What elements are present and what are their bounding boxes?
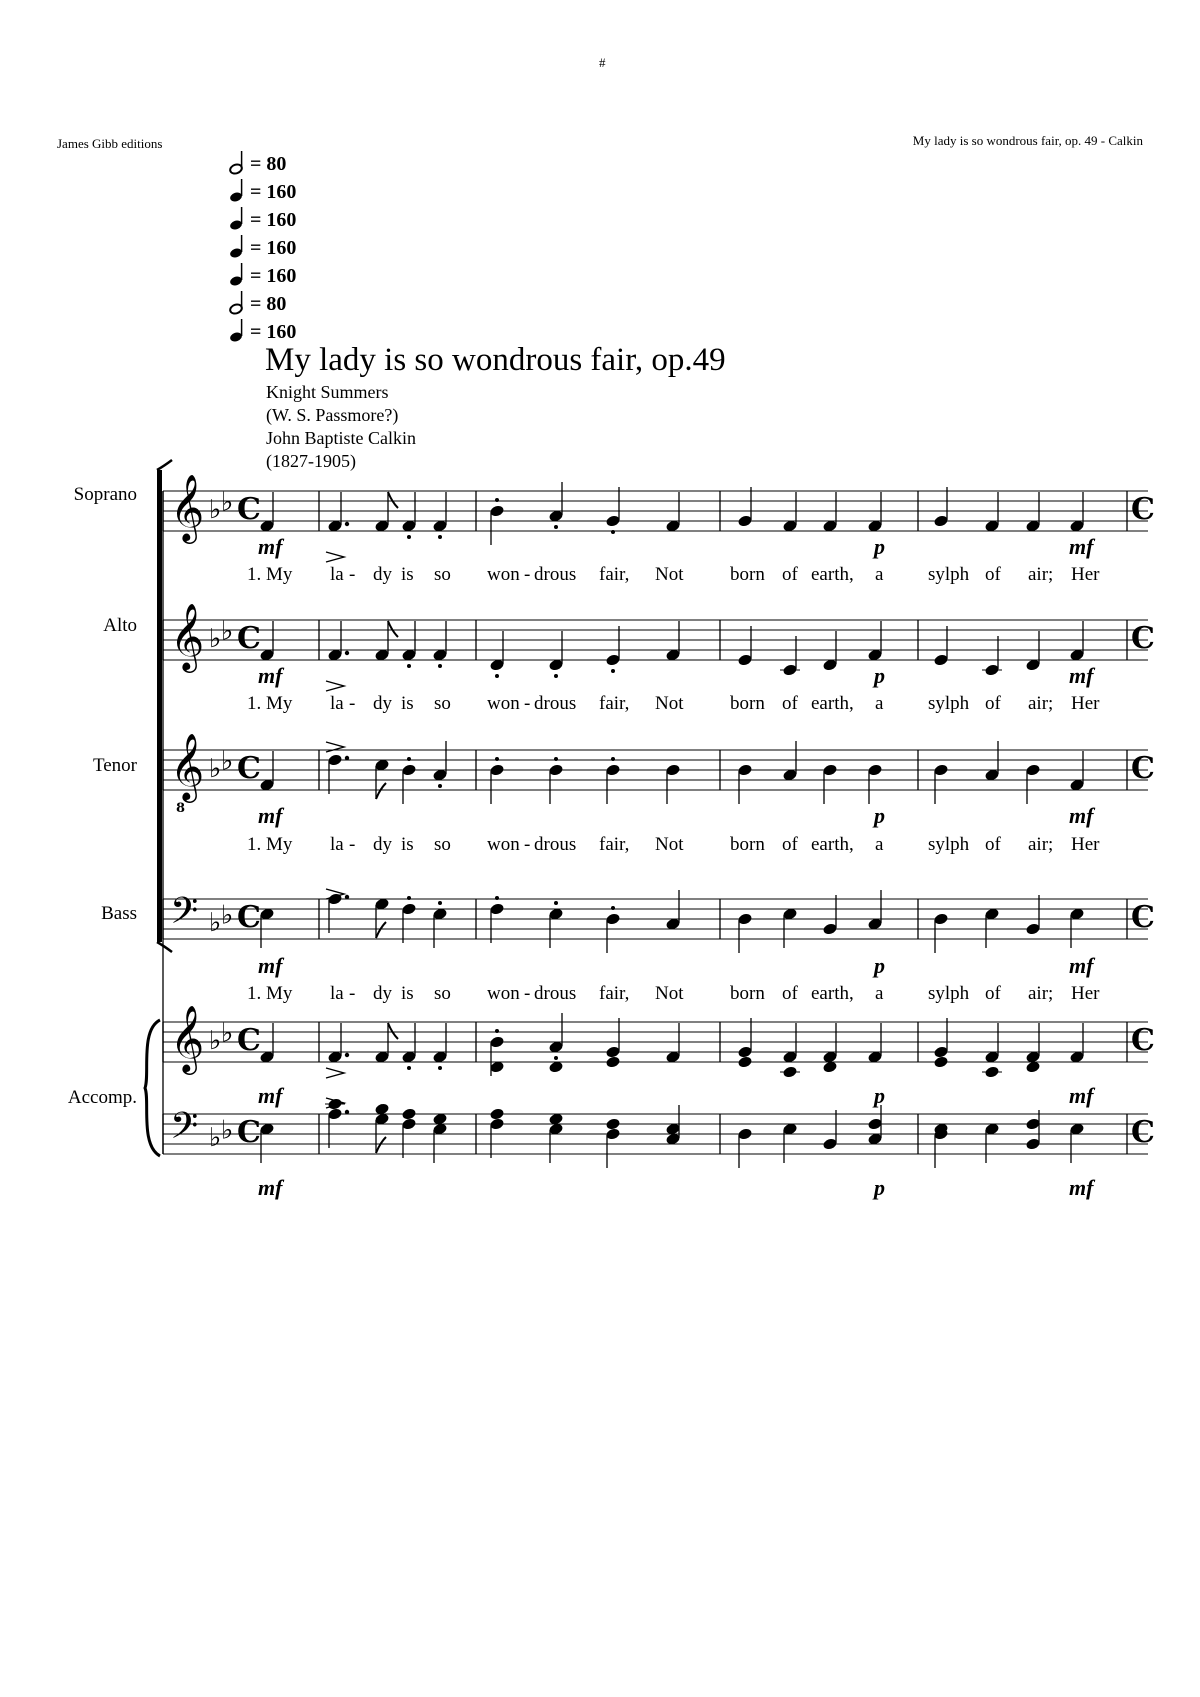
- staccato-dot: [438, 535, 442, 539]
- dynamic-mf: mf: [1069, 953, 1094, 978]
- staccato-dot: [495, 674, 499, 678]
- common-time-icon: C: [1131, 621, 1155, 656]
- lyric-syllable: of: [985, 983, 1001, 1004]
- lyric-syllable: air;: [1028, 564, 1054, 585]
- augmentation-dot: [345, 1110, 349, 1114]
- lyric-syllable: is: [401, 834, 414, 855]
- lyric-syllable: is: [401, 564, 414, 585]
- lyric-syllable: born: [730, 834, 765, 855]
- lyric-syllable: of: [782, 693, 798, 714]
- staccato-dot: [407, 757, 411, 761]
- staccato-dot: [554, 525, 558, 529]
- lyric-syllable: of: [782, 834, 798, 855]
- note-head: [401, 1107, 417, 1121]
- lyric-syllable: 1. My: [247, 693, 293, 714]
- common-time-icon: C: [1131, 1023, 1155, 1058]
- dynamic-p: p: [874, 953, 885, 978]
- note-flag: [388, 621, 398, 637]
- lyric-syllable: born: [730, 564, 765, 585]
- flat-icon: ♭: [209, 754, 222, 784]
- flat-icon: ♭: [209, 495, 222, 525]
- note-flag: [388, 1023, 398, 1039]
- lyric-hyphen: -: [349, 564, 356, 585]
- flat-icon: ♭: [209, 908, 222, 938]
- instrument-alto: Alto: [103, 615, 137, 636]
- choir-bracket: [157, 942, 172, 952]
- common-time-icon: C: [1131, 1115, 1155, 1150]
- page-marker: #: [599, 55, 606, 70]
- header-left: James Gibb editions: [57, 136, 163, 151]
- instrument-accompaniment: Accomp.: [67, 1087, 137, 1108]
- staccato-dot: [407, 664, 411, 668]
- flat-icon: ♭: [209, 1123, 222, 1153]
- lyric-syllable: dy: [373, 834, 392, 855]
- lyric-syllable: fair,: [599, 834, 630, 855]
- lyric-syllable: is: [401, 983, 414, 1004]
- lyric-syllable: so: [434, 834, 451, 855]
- tempo-mark: = 80: [228, 290, 286, 316]
- lyric-syllable: la: [330, 693, 344, 714]
- note-head: [605, 1055, 621, 1069]
- lyric-syllable: so: [434, 693, 451, 714]
- flat-icon: ♭: [221, 746, 234, 777]
- lyric-syllable: of: [782, 564, 798, 585]
- dynamic-mf: mf: [258, 803, 283, 828]
- lyric-syllable: la: [330, 834, 344, 855]
- lyric-syllable: is: [401, 693, 414, 714]
- lyric-syllable: a: [875, 693, 884, 714]
- flat-icon: ♭: [221, 900, 234, 931]
- augmentation-dot: [345, 756, 349, 760]
- staccato-dot: [407, 535, 411, 539]
- lyric-syllable: of: [782, 983, 798, 1004]
- flat-icon: ♭: [221, 1018, 234, 1049]
- dynamic-mf: mf: [1069, 803, 1094, 828]
- lyric-syllable: sylph: [928, 834, 970, 855]
- common-time-icon: C: [1131, 751, 1155, 786]
- staccato-dot: [495, 498, 499, 502]
- flat-icon: ♭: [221, 487, 234, 518]
- lyric-syllable: drous: [534, 983, 577, 1004]
- staccato-dot: [438, 784, 442, 788]
- staccato-dot: [438, 664, 442, 668]
- staccato-dot: [554, 757, 558, 761]
- treble-clef-icon: 𝄞: [170, 732, 205, 800]
- lyric-syllable: sylph: [928, 564, 970, 585]
- lyric-syllable: a: [875, 564, 884, 585]
- lyric-syllable: won: [487, 564, 520, 585]
- dynamic-p: p: [874, 803, 885, 828]
- note-head: [489, 1107, 505, 1121]
- tenor-octave-marker: 8: [176, 801, 186, 816]
- lyric-syllable: earth,: [811, 693, 854, 714]
- lyric-syllable: earth,: [811, 834, 854, 855]
- treble-clef-icon: 𝄞: [170, 602, 205, 670]
- note-flag: [376, 1137, 386, 1153]
- staccato-dot: [554, 674, 558, 678]
- lyric-syllable: 1. My: [247, 983, 293, 1004]
- tempo-mark: = 160: [228, 206, 296, 232]
- lyric-syllable: la: [330, 564, 344, 585]
- note-head: [737, 1055, 753, 1069]
- lyric-syllable: air;: [1028, 693, 1054, 714]
- augmentation-dot: [345, 1053, 349, 1057]
- lyric-hyphen: -: [524, 564, 531, 585]
- staccato-dot: [438, 1066, 442, 1070]
- lyric-syllable: la: [330, 983, 344, 1004]
- lyric-syllable: so: [434, 564, 451, 585]
- lyric-syllable: Not: [655, 564, 684, 585]
- note-flag: [388, 492, 398, 508]
- augmentation-dot: [345, 895, 349, 899]
- lyricist-credit: Knight Summers: [266, 382, 389, 402]
- dynamic-mf: mf: [258, 1175, 283, 1200]
- choir-bracket: [157, 470, 162, 942]
- accent-mark: [326, 1068, 344, 1078]
- common-time-icon: C: [1131, 900, 1155, 935]
- staccato-dot: [407, 896, 411, 900]
- staccato-dot: [554, 1056, 558, 1060]
- note-head: [933, 1055, 949, 1069]
- choir-bracket: [157, 460, 172, 470]
- common-time-icon: C: [237, 1023, 261, 1058]
- staccato-dot: [611, 906, 615, 910]
- lyric-syllable: air;: [1028, 834, 1054, 855]
- lyric-syllable: fair,: [599, 983, 630, 1004]
- dynamic-p: p: [874, 663, 885, 688]
- lyric-syllable: born: [730, 983, 765, 1004]
- dynamic-mf: mf: [258, 663, 283, 688]
- staccato-dot: [611, 530, 615, 534]
- dynamic-mf: mf: [1069, 534, 1094, 559]
- treble-clef-icon: 𝄞: [170, 473, 205, 541]
- lyric-syllable: a: [875, 834, 884, 855]
- tempo-mark: = 160: [228, 178, 296, 204]
- dynamic-p: p: [874, 1083, 885, 1108]
- lyric-syllable: born: [730, 693, 765, 714]
- bass-clef-icon: 𝄢: [170, 890, 199, 941]
- lyric-syllable: Her: [1071, 983, 1100, 1004]
- lyric-hyphen: -: [524, 983, 531, 1004]
- flat-icon: ♭: [221, 1115, 234, 1146]
- lyric-syllable: of: [985, 564, 1001, 585]
- lyric-syllable: sylph: [928, 693, 970, 714]
- lyric-syllable: fair,: [599, 564, 630, 585]
- common-time-icon: C: [1131, 492, 1155, 527]
- staccato-dot: [495, 896, 499, 900]
- header-right: My lady is so wondrous fair, op. 49 - Calkin: [912, 133, 1143, 148]
- lyric-syllable: dy: [373, 564, 392, 585]
- staccato-dot: [611, 669, 615, 673]
- lyric-syllable: Not: [655, 983, 684, 1004]
- score-title: My lady is so wondrous fair, op.49: [265, 342, 726, 378]
- lyric-syllable: dy: [373, 983, 392, 1004]
- common-time-icon: C: [237, 751, 261, 786]
- lyric-syllable: drous: [534, 834, 577, 855]
- dynamic-mf: mf: [1069, 1083, 1094, 1108]
- flat-icon: ♭: [209, 1026, 222, 1056]
- accent-mark: [326, 552, 344, 562]
- dynamic-mf: mf: [258, 534, 283, 559]
- lyric-syllable: won: [487, 983, 520, 1004]
- lyricist-alt-credit: (W. S. Passmore?): [266, 405, 399, 425]
- lyric-syllable: 1. My: [247, 564, 293, 585]
- flat-icon: ♭: [209, 624, 222, 654]
- lyric-syllable: 1. My: [247, 834, 293, 855]
- dynamic-mf: mf: [258, 953, 283, 978]
- lyric-syllable: of: [985, 693, 1001, 714]
- common-time-icon: C: [237, 1115, 261, 1150]
- lyric-hyphen: -: [524, 693, 531, 714]
- augmentation-dot: [345, 522, 349, 526]
- lyric-syllable: Not: [655, 834, 684, 855]
- common-time-icon: C: [237, 900, 261, 935]
- lyric-syllable: drous: [534, 693, 577, 714]
- lyric-syllable: so: [434, 983, 451, 1004]
- staccato-dot: [495, 1029, 499, 1033]
- lyric-syllable: Her: [1071, 693, 1100, 714]
- instrument-tenor: Tenor: [92, 755, 137, 776]
- staccato-dot: [438, 901, 442, 905]
- tempo-mark: = 80: [228, 150, 286, 176]
- tempo-mark: = 160: [228, 318, 296, 344]
- lyric-syllable: of: [985, 834, 1001, 855]
- lyric-syllable: sylph: [928, 983, 970, 1004]
- common-time-icon: C: [237, 492, 261, 527]
- note-flag: [376, 922, 386, 938]
- staccato-dot: [495, 757, 499, 761]
- treble-clef-icon: 𝄞: [170, 1004, 205, 1072]
- lyric-hyphen: -: [524, 834, 531, 855]
- staccato-dot: [554, 901, 558, 905]
- tempo-mark: = 160: [228, 234, 296, 260]
- lyric-syllable: drous: [534, 564, 577, 585]
- lyric-syllable: won: [487, 693, 520, 714]
- note-head: [605, 1117, 621, 1131]
- lyric-syllable: a: [875, 983, 884, 1004]
- tempo-mark: = 160: [228, 262, 296, 288]
- lyric-syllable: earth,: [811, 564, 854, 585]
- augmentation-dot: [345, 651, 349, 655]
- lyric-hyphen: -: [349, 983, 356, 1004]
- bass-clef-icon: 𝄢: [170, 1105, 199, 1156]
- dynamic-p: p: [874, 534, 885, 559]
- instrument-bass: Bass: [101, 903, 137, 924]
- lyric-syllable: dy: [373, 693, 392, 714]
- lyric-syllable: air;: [1028, 983, 1054, 1004]
- flat-icon: ♭: [221, 616, 234, 647]
- accent-mark: [326, 681, 344, 691]
- dynamic-mf: mf: [258, 1083, 283, 1108]
- staccato-dot: [407, 1066, 411, 1070]
- dynamic-mf: mf: [1069, 663, 1094, 688]
- lyric-syllable: Not: [655, 693, 684, 714]
- instrument-soprano: Soprano: [73, 484, 137, 505]
- staccato-dot: [611, 757, 615, 761]
- dynamic-p: p: [874, 1175, 885, 1200]
- note-flag: [376, 783, 386, 799]
- composer-dates: (1827-1905): [266, 451, 356, 471]
- lyric-hyphen: -: [349, 693, 356, 714]
- common-time-icon: C: [237, 621, 261, 656]
- dynamic-mf: mf: [1069, 1175, 1094, 1200]
- lyric-syllable: fair,: [599, 693, 630, 714]
- lyric-syllable: won: [487, 834, 520, 855]
- piano-brace: [145, 1020, 160, 1156]
- lyric-syllable: Her: [1071, 564, 1100, 585]
- composer-credit: John Baptiste Calkin: [266, 428, 416, 448]
- lyric-hyphen: -: [349, 834, 356, 855]
- lyric-syllable: Her: [1071, 834, 1100, 855]
- lyric-syllable: earth,: [811, 983, 854, 1004]
